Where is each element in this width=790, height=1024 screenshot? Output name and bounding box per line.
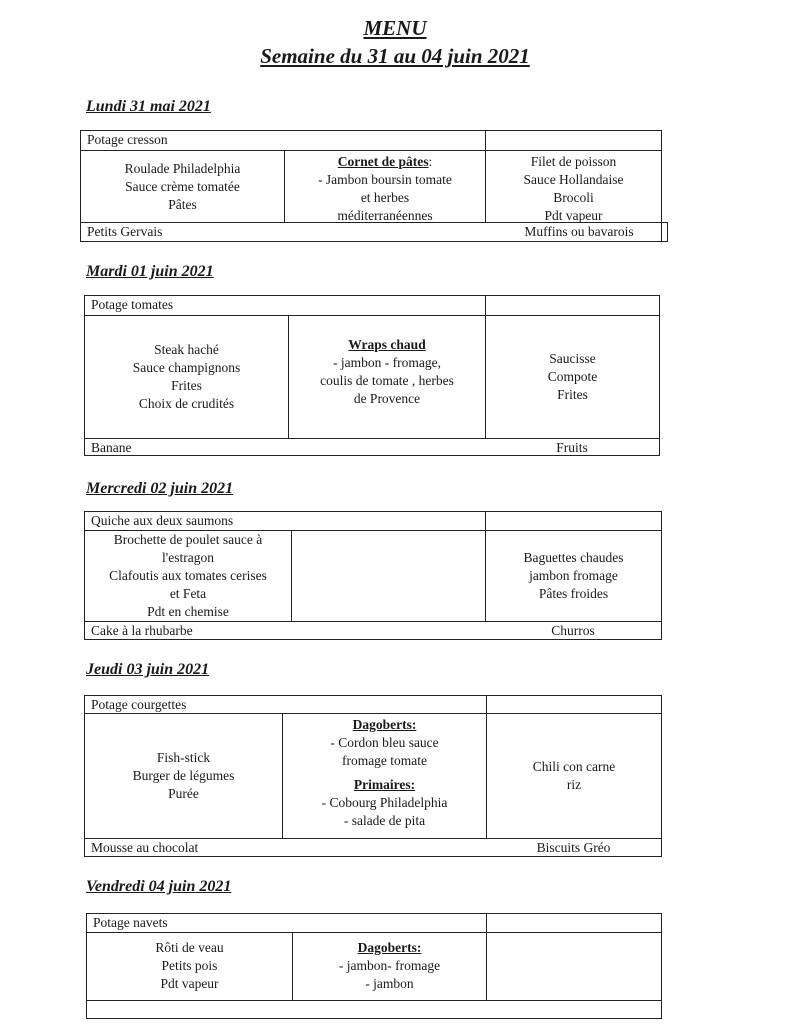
dish-line: Chili con carne — [532, 759, 616, 774]
dish-line: Burger de légumes — [132, 768, 235, 783]
dish-line: riz — [566, 777, 582, 792]
dish-line: Pâtes froides — [538, 586, 609, 601]
menu-title: MENU — [363, 16, 427, 40]
dish-line: Choix de crudités — [138, 396, 235, 411]
dish-line: Petits pois — [161, 958, 218, 973]
dessert-row — [85, 621, 661, 641]
dish-heading: Dagoberts: — [357, 940, 422, 955]
dish-line: Steak haché — [154, 342, 219, 357]
dessert-row — [87, 1000, 661, 1020]
main-row — [87, 933, 661, 1000]
dish-line: Baguettes chaudes — [523, 550, 624, 565]
dish-line: l'estragon — [162, 550, 214, 565]
dessert-right: Churros — [551, 623, 595, 638]
soup-cell: Potage navets — [93, 915, 168, 930]
main-row — [85, 531, 661, 621]
menu-table-mardi — [84, 295, 660, 456]
dish-heading: Wraps chaud — [348, 337, 426, 352]
soup-row-empty-cell — [486, 696, 661, 713]
main-dish-col2-empty — [291, 531, 485, 621]
main-dish-col2 — [284, 151, 485, 222]
dessert-left: Petits Gervais — [87, 224, 163, 239]
main-dish-col2 — [288, 316, 485, 438]
dish-line: Sauce Hollandaise — [523, 172, 624, 187]
main-row — [85, 714, 661, 838]
main-dish-col1 — [85, 714, 282, 838]
main-dish-col1 — [81, 151, 284, 222]
dish-line: - jambon- fromage — [338, 958, 441, 973]
soup-cell: Quiche aux deux saumons — [91, 513, 234, 528]
dish-line: Pdt vapeur — [160, 976, 219, 991]
dish-line: Pdt vapeur — [544, 208, 603, 223]
dish-line: Sauce champignons — [132, 360, 241, 375]
dish-heading: Dagoberts: — [352, 717, 417, 732]
dish-line: Brocoli — [553, 190, 594, 205]
dessert-row — [85, 438, 659, 457]
soup-row-empty-cell — [485, 296, 659, 315]
soup-row — [85, 296, 659, 316]
main-dish-col2 — [282, 714, 486, 838]
menu-table-jeudi — [84, 695, 662, 857]
dessert-left: Banane — [91, 440, 132, 455]
dish-line: Frites — [557, 387, 588, 402]
dish-line: Compote — [547, 369, 598, 384]
soup-row — [81, 131, 661, 151]
dish-line: - Jambon boursin tomate — [318, 172, 452, 187]
dish-line: - Cordon bleu sauce — [330, 735, 439, 750]
soup-row — [85, 512, 661, 531]
dish-line: Frites — [171, 378, 202, 393]
week-subtitle: Semaine du 31 au 04 juin 2021 — [260, 44, 530, 68]
dessert-row-lundi — [80, 222, 668, 242]
main-dish-col1 — [85, 531, 291, 621]
soup-row-empty-cell — [485, 131, 661, 150]
dish-line: et Feta — [169, 586, 207, 601]
main-row — [85, 316, 659, 438]
dish-line: Clafoutis aux tomates cerises — [109, 568, 267, 583]
dish-line: Purée — [168, 786, 199, 801]
soup-cell: Potage cresson — [87, 132, 168, 147]
day-heading-mardi: Mardi 01 juin 2021 — [86, 263, 214, 280]
dish-line: méditerranéennes — [337, 208, 433, 223]
dish-line: Rôti de veau — [155, 940, 224, 955]
dish-heading: Primaires: — [353, 777, 416, 792]
main-dish-col3 — [485, 151, 661, 222]
dish-line: - jambon - fromage, — [333, 355, 441, 370]
dish-line: Pâtes — [168, 196, 197, 212]
day-heading-jeudi: Jeudi 03 juin 2021 — [86, 661, 210, 678]
dish-line: et herbes — [360, 190, 410, 205]
menu-table-mercredi — [84, 511, 662, 640]
main-dish-col2 — [292, 933, 486, 1000]
dish-line: Brochette de poulet sauce à — [113, 532, 263, 547]
dish-heading: Cornet de pâtes — [337, 154, 429, 169]
dessert-left: Mousse au chocolat — [91, 840, 199, 855]
main-dish-col1 — [85, 316, 288, 438]
dish-line: de Provence — [353, 391, 421, 406]
main-dish-col1 — [87, 933, 292, 1000]
dish-line: Filet de poisson — [530, 154, 617, 169]
dish-line: Pdt en chemise — [147, 604, 229, 619]
dish-line: coulis de tomate , herbes — [320, 373, 454, 388]
soup-row — [85, 696, 661, 714]
dish-line: Sauce crème tomatée — [125, 178, 240, 194]
dessert-right: Fruits — [556, 440, 588, 455]
dish-heading-line — [338, 153, 433, 171]
dessert-right: Biscuits Gréo — [536, 840, 611, 855]
dish-heading-colon: : — [428, 154, 433, 169]
dish-line: Roulade Philadelphia — [124, 160, 241, 176]
dessert-row — [85, 838, 661, 858]
main-dish-col3-empty — [486, 933, 661, 1000]
dish-line: - salade de pita — [343, 813, 426, 828]
soup-cell: Potage courgettes — [91, 697, 187, 712]
soup-row — [87, 914, 661, 933]
main-row — [81, 151, 661, 222]
dish-line: Saucisse — [549, 351, 596, 366]
dessert-left: Cake à la rhubarbe — [91, 623, 193, 638]
main-dish-col3 — [485, 531, 661, 621]
menu-table-vendredi — [86, 913, 662, 1019]
dish-line: - jambon — [365, 976, 414, 991]
day-heading-mercredi: Mercredi 02 juin 2021 — [86, 480, 234, 497]
dish-line: fromage tomate — [341, 753, 428, 768]
main-dish-col3 — [485, 316, 659, 438]
soup-cell: Potage tomates — [91, 297, 174, 312]
main-dish-col3 — [486, 714, 661, 838]
dish-line: - Cobourg Philadelphia — [321, 795, 448, 810]
dish-line: jambon fromage — [529, 568, 618, 583]
day-heading-vendredi: Vendredi 04 juin 2021 — [86, 878, 232, 895]
soup-row-empty-cell — [486, 914, 661, 932]
soup-row-empty-cell — [485, 512, 661, 530]
dish-line: Fish-stick — [156, 750, 211, 765]
day-heading-lundi: Lundi 31 mai 2021 — [86, 98, 211, 115]
dessert-right: Muffins ou bavarois — [524, 224, 634, 239]
